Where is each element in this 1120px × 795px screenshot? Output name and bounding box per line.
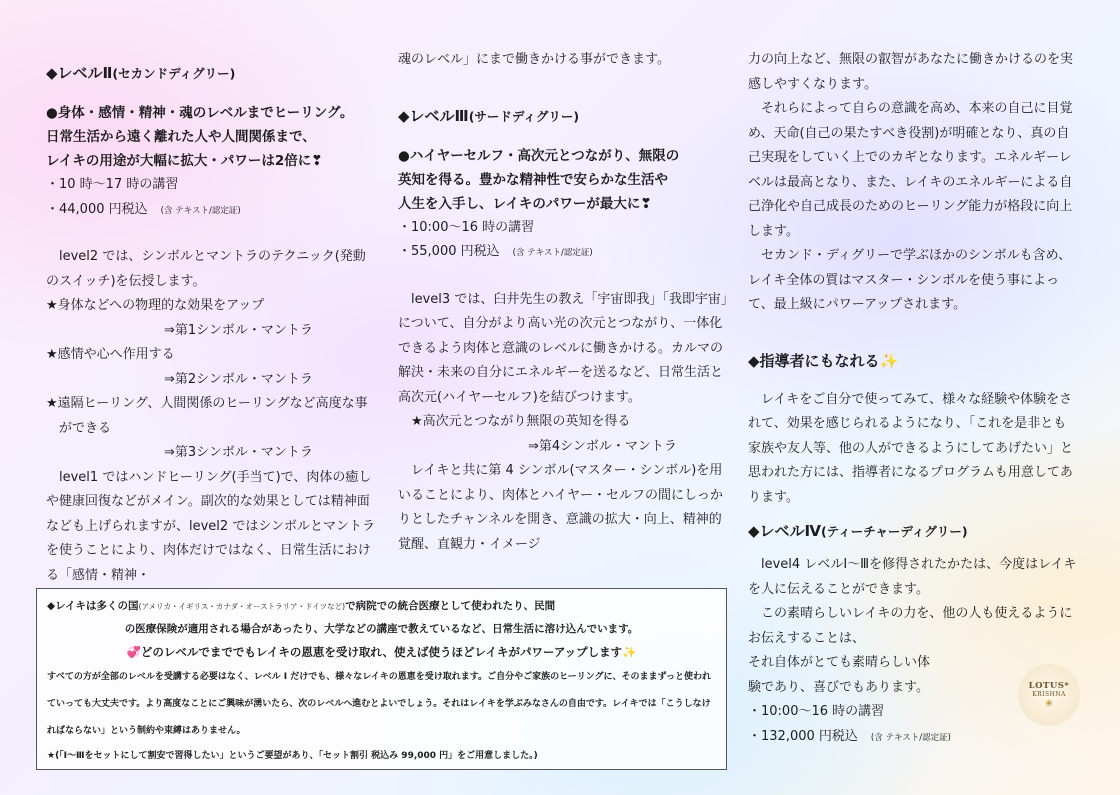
- sparkle-icon: ✨: [879, 351, 899, 370]
- level4-price-value: ・132,000 円税込: [748, 728, 858, 744]
- info-line-2: の医療保険が適用される場合があったり、大学などの講座で教えているなど、日常生活に溶け込んでいます。: [124, 623, 639, 635]
- logo-line-2: KRISHNA: [1032, 691, 1066, 698]
- info-line-1-a: ◆レイキは多くの国: [47, 600, 139, 612]
- column-level2: [46, 60, 376, 588]
- col3-para4: レイキをご自分で使ってみて、様々な経験や体験をされて、効果を感じられるようになり、「これを是非とも家族や友人等、他の人ができるようにしてあげたい」と思われた方には、指導者になるプログラムも用意してあります。: [748, 391, 1074, 505]
- info-line-1: [47, 595, 716, 618]
- column-level3: [398, 48, 728, 557]
- level3-para2: レイキと共に第 4 シンボル(マスター・シンボル)を用いることにより、肉体とハイヤー・セルフの間にしっかりとしたチャンネルを開き、意識の拡大・向上、精神的覚醒、直観力・イメージ: [398, 463, 724, 552]
- level3-arrow1: ⇒第4シンボル・マントラ: [528, 438, 677, 454]
- level3-price-value: ・55,000 円税込: [398, 244, 500, 259]
- col3-para1: 力の向上など、無限の叡智があなたに働きかけるのを実感しやすくなります。: [748, 52, 1074, 92]
- heart-icon: 💞: [126, 645, 141, 659]
- heading-level3-main: ◆レベルⅢ: [398, 106, 469, 125]
- level2-summary-2: 日常生活から遠く離れた人や人間関係まで、: [46, 129, 316, 145]
- level2-summary-1: ●身体・感情・精神・魂のレベルまでヒーリング。: [46, 105, 354, 121]
- lotus-krishna-logo: [1018, 664, 1080, 726]
- level3-summary-2: 英知を得る。豊かな精神性で安らかな生活や: [398, 171, 668, 188]
- heading-level3: [398, 103, 728, 130]
- col3-para3: セカンド・ディグリーで学ぶほかのシンボルも含め、レイキ全体の質はマスター・シンボルを使う事によって、最上級にパワーアップされます。: [748, 248, 1072, 312]
- level3-price: [398, 240, 728, 266]
- info-line-4: すべての方が全部のレベルを受講する必要はなく、レベル I だけでも、様々なレイキの恩恵を受け取れます。ご自分やご家族のヒーリングに、そのままずっと使われていっても大丈夫です。より高度なことにご興味が湧いたら、次のレベルへ進むとよいでしょう。それはレイキを学ぶみなさんの自由です。レイキでは「こうしなければならない」という制約や束縛はありません。: [47, 672, 712, 736]
- col3-para8: 験であり、喜びでもあります。: [748, 679, 929, 695]
- level2-star3: ★遠隔ヒーリング、人間関係のヒーリングなど高度な事ができる: [46, 396, 368, 436]
- info-line-3: [47, 641, 716, 664]
- heading-level4-main: ◆レベルⅣ: [748, 522, 822, 540]
- heading-instructor-text: ◆指導者にもなれる: [748, 351, 880, 370]
- level2-schedule: ・10 時〜17 時の講習: [46, 177, 179, 192]
- column-level4: [748, 48, 1078, 750]
- level4-schedule: ・10:00〜16 時の講習: [748, 704, 885, 719]
- level2-arrow2: ⇒第2シンボル・マントラ: [164, 371, 313, 387]
- level2-star1: ★身体などへの物理的な効果をアップ: [46, 298, 265, 313]
- level3-top-line: 魂のレベル」にまで働きかける事ができます。: [398, 52, 670, 67]
- heading-level4-sub: (ティーチャーディグリー): [821, 524, 968, 539]
- level2-price: [46, 198, 376, 224]
- level3-summary-3: 人生を入手し、レイキのパワーが最大に❣: [398, 195, 652, 212]
- info-line-3-text: どのレベルでまででもレイキの恩恵を受け取れ、使えば使うほどレイキがパワーアップします: [140, 645, 623, 659]
- level4-price: [748, 725, 1078, 751]
- level2-para1: level2 では、シンボルとマントラのテクニック(発動のスイッチ)を伝授します。: [46, 249, 366, 289]
- col3-para6: この素晴らしいレイキの力を、他の人も使えるようにお伝えすることは、: [748, 606, 1073, 646]
- info-box: [36, 588, 727, 770]
- info-line-1-countries: (アメリカ・イギリス・カナダ・オーストラリア・ドイツなど): [138, 602, 346, 611]
- info-line-5: ★(「Ⅰ〜Ⅲをセットにして割安で習得したい」というご要望があり、「セット割引 税込み 99,000 円」をご用意しました。): [47, 751, 538, 761]
- level2-para2: level1 ではハンドヒーリング(手当て)で、肉体の癒しや健康回復などがメイン。副次的な効果としては精神面なども上げられますが、level2 ではシンボルとマントラを使うことにより、肉体だけではなく、日常生活における「感情・精神・: [46, 469, 375, 583]
- level3-star1: ★高次元とつながり無限の英知を得る: [411, 414, 631, 429]
- heading-level2: [46, 60, 376, 87]
- level2-summary-3: レイキの用途が大幅に拡大・パワーは2倍に❣: [46, 153, 323, 169]
- level3-price-note: (含 テキスト/認定証): [512, 248, 593, 258]
- level3-para1: level3 では、臼井先生の教え「宇宙即我」「我即宇宙」について、自分がより高い光の次元とつながり、一体化できるよう肉体と意識のレベルに働きかける。カルマの解決・未来の自分にエネルギーを送るなど、日常生活と高次元(ハイヤーセルフ)を結びつけます。: [398, 291, 728, 405]
- level3-schedule: ・10:00〜16 時の講習: [398, 219, 535, 235]
- heading-instructor: [748, 348, 1078, 374]
- level2-arrow3: ⇒第3シンボル・マントラ: [164, 445, 313, 460]
- level2-star2: ★感情や心へ作用する: [46, 347, 175, 362]
- heading-level4: [748, 518, 1078, 545]
- heading-level2-main: ◆レベルⅡ: [46, 64, 113, 82]
- col3-para2: それらによって自らの意識を高め、本来の自己に目覚め、天命(自己の果たすべき役割)が明確となり、真の自己実現をしていく上でのカギとなります。エネルギーレベルは最高となり、また、レイキのエネルギーによる自己浄化や自己成長のためのヒーリング能力が格段に向上します。: [748, 101, 1073, 239]
- col3-para7: それ自体がとても素晴らしい体: [748, 655, 931, 670]
- heading-level3-sub: (サードディグリー): [468, 108, 580, 124]
- col3-para5: level4 レベルⅠ〜Ⅲを修得されたかたは、今度はレイキを人に伝えることができます。: [748, 557, 1077, 597]
- heading-level2-sub: (セカンドディグリー): [112, 66, 236, 81]
- info-line-1-b: で病院での統合医療として使われたり、民間: [345, 600, 556, 612]
- level2-arrow1: ⇒第1シンボル・マントラ: [164, 322, 313, 338]
- sparkle-icon: ✨: [622, 645, 637, 659]
- level4-price-note: (含 テキスト/認定証): [870, 732, 951, 743]
- logo-line-1: LOTUS*: [1028, 681, 1070, 691]
- level3-summary-1: ●ハイヤーセルフ・高次元とつながり、無限の: [398, 147, 680, 164]
- level2-price-value: ・44,000 円税込: [46, 201, 148, 217]
- lotus-icon: ❀: [1045, 699, 1053, 709]
- level2-price-note: (含 テキスト/認定証): [160, 205, 241, 216]
